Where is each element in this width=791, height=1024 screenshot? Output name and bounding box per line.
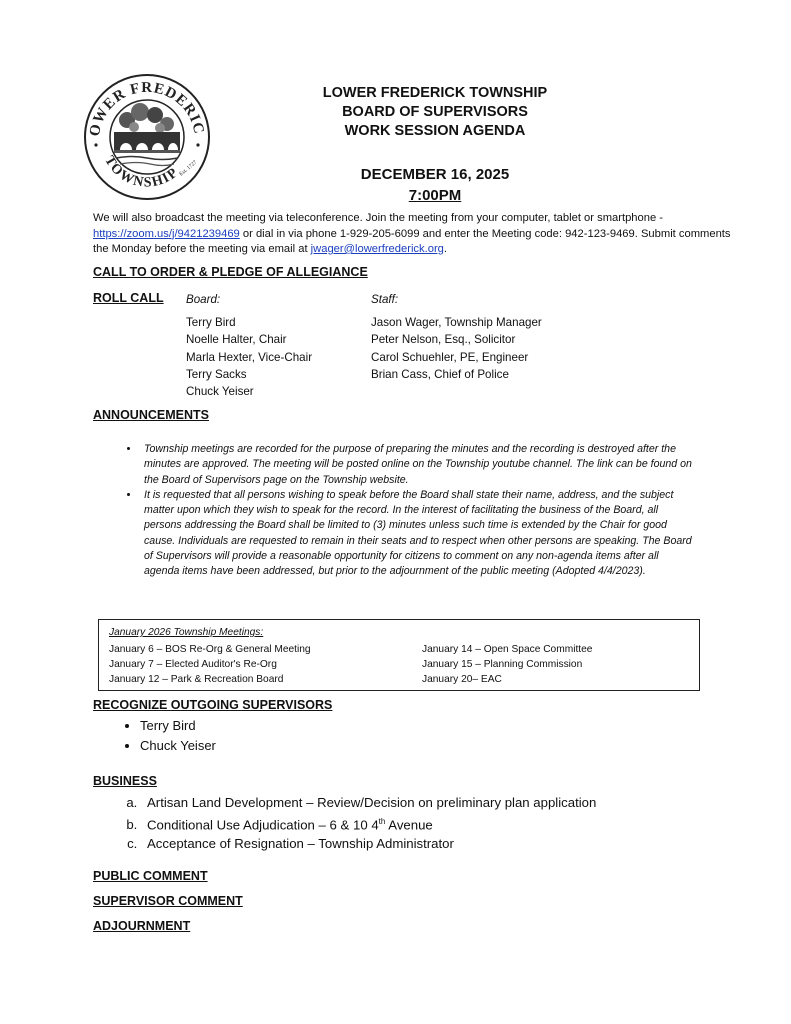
business-item: b. Conditional Use Adjudication – 6 & 10 4th Avenue	[141, 812, 596, 834]
meeting-entry: January 20– EAC	[422, 674, 502, 686]
announcements-list	[118, 442, 693, 580]
meeting-entry: January 7 – Elected Auditor's Re-Org	[109, 659, 277, 671]
seal-established: Est. 1727	[178, 159, 199, 178]
agenda-type: WORK SESSION AGENDA	[344, 123, 526, 139]
meetings-box-title: January 2026 Township Meetings:	[109, 627, 264, 638]
announcement-item: • It is requested that all persons wishing to speak before the Board shall state their name, address, and the subject matter upon which they wish to speak for the record. In the interest of facilitating the business of the Board, all persons addressing the Board shall be limited to (3) minutes unless such time is extended by the Chair for good cause. Individuals are requested to remain in their seats and to respect when other persons are speaking. The Board of Supervisors will provide a reasonable opportunity for citizens to comment on any non-agenda items after all agenda items have been addressed, but prior to the adjournment of the public meeting (Adopted 4/4/2023).	[140, 488, 693, 580]
board-member: Terry Sacks	[186, 367, 247, 381]
staff-members-list	[371, 314, 542, 383]
announcements-heading: ANNOUNCEMENTS	[93, 408, 209, 422]
staff-label: Staff:	[371, 293, 399, 306]
teleconference-notice	[93, 211, 733, 258]
roll-call-heading: ROLL CALL	[93, 291, 164, 305]
staff-member: Brian Cass, Chief of Police	[371, 367, 509, 381]
call-to-order-heading: CALL TO ORDER & PLEDGE OF ALLEGIANCE	[93, 265, 368, 279]
outgoing-supervisor: • Terry Bird	[140, 716, 216, 736]
business-item: a. Artisan Land Development – Review/Decision on preliminary plan application	[141, 793, 596, 812]
staff-member: Jason Wager, Township Manager	[371, 316, 542, 329]
meeting-entry: January 6 – BOS Re-Org & General Meeting	[109, 644, 311, 655]
notice-text-1: We will also broadcast the meeting via teleconference. Join the meeting from your computer, tablet or smartphone -	[93, 212, 664, 224]
bridge-illustration	[114, 103, 180, 166]
meeting-entry: January 12 – Park & Recreation Board	[109, 674, 284, 686]
township-seal	[82, 72, 212, 202]
board-members-list	[186, 314, 312, 400]
outgoing-supervisors-heading: RECOGNIZE OUTGOING SUPERVISORS	[93, 698, 333, 712]
meeting-time: 7:00PM	[408, 187, 462, 204]
supervisor-comment-heading: SUPERVISOR COMMENT	[93, 894, 243, 908]
meeting-entry: January 15 – Planning Commission	[422, 659, 583, 671]
seal-bottom-text: TOWNSHIP	[101, 153, 182, 191]
zoom-link[interactable]: https://zoom.us/j/9421239469	[93, 227, 240, 240]
outgoing-supervisor: • Chuck Yeiser	[140, 736, 216, 756]
email-link[interactable]: jwager@lowerfrederick.org	[310, 243, 444, 255]
notice-text-2: or dial in via phone 1-929-205-6099 and enter the Meeting code: 942-123-9469. Submit comments the Monday before the meeting via email at	[93, 227, 731, 255]
notice-text-3: .	[443, 243, 448, 255]
business-list	[121, 793, 596, 853]
board-member: Chuck Yeiser	[186, 385, 254, 399]
township-name: LOWER FREDERICK TOWNSHIP	[322, 85, 548, 101]
outgoing-supervisors-list	[118, 716, 216, 756]
business-item: c. Acceptance of Resignation – Township Administrator	[141, 834, 596, 853]
meeting-entry: January 14 – Open Space Committee	[422, 644, 593, 655]
agenda-title-block	[230, 84, 640, 141]
staff-member: Carol Schuehler, PE, Engineer	[371, 350, 529, 364]
meeting-date-block	[230, 164, 640, 206]
meetings-right-column	[422, 642, 592, 688]
public-comment-heading: PUBLIC COMMENT	[93, 869, 208, 883]
upcoming-meetings-box	[98, 619, 700, 691]
board-member: Noelle Halter, Chair	[186, 333, 287, 347]
staff-member: Peter Nelson, Esq., Solicitor	[371, 333, 516, 347]
meetings-left-column	[109, 642, 311, 688]
business-heading: BUSINESS	[93, 774, 157, 788]
seal-top-text: OWER FREDERIC	[86, 79, 207, 138]
board-member: Marla Hexter, Vice-Chair	[186, 350, 313, 364]
adjournment-heading: ADJOURNMENT	[93, 919, 191, 933]
board-name: BOARD OF SUPERVISORS	[342, 104, 528, 120]
meeting-date: DECEMBER 16, 2025	[360, 166, 510, 183]
board-label: Board:	[186, 293, 221, 306]
board-member: Terry Bird	[186, 316, 236, 329]
announcement-item: • Township meetings are recorded for the purpose of preparing the minutes and the recording is destroyed after the minutes are approved. The meeting will be posted online on the Township youtube channel. The link can be found on the Board of Supervisors page on the Township website.	[140, 442, 693, 488]
